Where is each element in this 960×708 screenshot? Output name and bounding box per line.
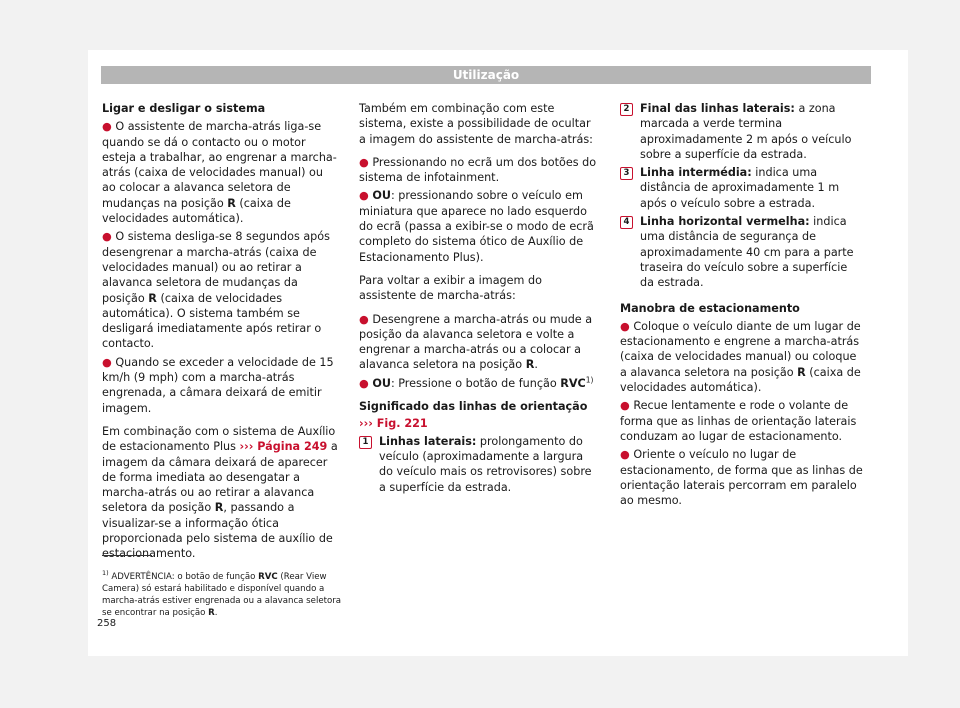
heading-ligar-desligar: Ligar e desligar o sistema xyxy=(102,102,266,115)
intro-paragraph: Também em combinação com este sistema, existe a possibilidade de ocultar a imagem do assistente de marcha-atrás: xyxy=(359,102,593,146)
bullet-icon: ● xyxy=(620,448,630,462)
legend-item-2: 2 Final das linhas laterais: a zona marcada a verde termina aproximadamente 2 m após o veículo sobre a superfície da estrada. xyxy=(620,101,864,162)
bullet-icon: ● xyxy=(102,355,112,369)
bullet-1: ● Coloque o veículo diante de um lugar de estacionamento e engrene a marcha-atrás (caixa de velocidades manual) ou coloque a alavanca seletora na posição R (caixa de velocidades automática). xyxy=(620,319,861,395)
legend-item-4: 4 Linha horizontal vermelha: indica uma distância de segurança de aproximadamente 40 cm para a parte traseira do veículo sobre a superfície da estrada. xyxy=(620,214,864,290)
page-number: 258 xyxy=(97,618,117,629)
column-2 xyxy=(359,101,599,498)
paragraph-plus: Em combinação com o sistema de Auxílio de estacionamento Plus ››› Página 249 a imagem da câmara deixará de aparecer de forma imediata ao desengatar a marcha-atrás ou ao retirar a alavanca seletora da posição R, passando a visualizar-se a informação ótica proporcionada pelo sistema de auxílio de estacionamento. xyxy=(102,424,338,561)
bullet-3: ● Desengrene a marcha-atrás ou mude a posição da alavanca seletora e volte a engrenar a marcha-atrás ou a colocar a alavanca seletora na posição R. xyxy=(359,312,593,372)
bullet-2: ● OU: pressionando sobre o veículo em miniatura que aparece no lado esquerdo do ecrã (passa a exibir-se o modo de ecrã completo do sistema ótico de Auxílio de Estacionamento Plus). xyxy=(359,189,594,264)
number-badge: 1 xyxy=(359,436,372,449)
number-badge: 2 xyxy=(620,103,633,116)
column-3 xyxy=(620,101,864,516)
page xyxy=(88,50,908,656)
heading-manobra: Manobra de estacionamento xyxy=(620,301,800,315)
bullet-1: ● O assistente de marcha-atrás liga-se quando se dá o contacto ou o motor esteja a trabalhar, ao engrenar a marcha-atrás (caixa de velocidades manual) ou ao colocar a alavanca seletora de mudanças na posição R (caixa de velocidades automática). xyxy=(102,120,337,226)
bullet-icon: ● xyxy=(359,376,369,390)
column-1 xyxy=(102,101,338,570)
bullet-icon: ● xyxy=(359,155,369,169)
legend-item-1: 1 Linhas laterais: prolongamento do veículo (aproximadamente a largura do veículo mais os retrovisores) sobre a superfície da estrada. xyxy=(359,434,599,495)
paragraph-voltar: Para voltar a exibir a imagem do assistente de marcha-atrás: xyxy=(359,273,542,303)
bullet-3: ● Quando se exceder a velocidade de 15 km/h (9 mph) com a marcha-atrás engrenada, a câmara deixará de emitir imagem. xyxy=(102,355,334,415)
bullet-icon: ● xyxy=(102,120,112,134)
bullet-2: ● O sistema desliga-se 8 segundos após desengrenar a marcha-atrás (caixa de velocidades manual) ou ao retirar a alavanca seletora de mudanças da posição R (caixa de velocidades automática). O sistema também se desligará imediatamente após retirar o contacto. xyxy=(102,230,330,351)
footnote-divider xyxy=(102,555,152,556)
footnote: $^{1)}$ ADVERTÊNCIA: o botão de função RVC (Rear View Camera) só estará habilitado e disponível quando a marcha-atrás estiver engrenada ou a alavanca seletora se encontrar na posição R. xyxy=(102,569,342,618)
bullet-1: ● Pressionando no ecrã um dos botões do sistema de infotainment. xyxy=(359,155,597,185)
number-badge: 4 xyxy=(620,216,633,229)
number-badge: 3 xyxy=(620,167,633,180)
bullet-icon: ● xyxy=(620,399,630,413)
bullet-icon: ● xyxy=(359,312,369,326)
section-header: Utilização xyxy=(101,66,871,84)
legend-item-3: 3 Linha intermédia: indica uma distância de aproximadamente 1 m após o veículo sobre a estrada. xyxy=(620,165,864,211)
figure-link[interactable]: ››› Fig. 221 xyxy=(359,417,428,431)
page-link[interactable]: ››› Página 249 xyxy=(239,440,328,454)
bullet-icon: ● xyxy=(359,189,369,203)
bullet-2: ● Recue lentamente e rode o volante de forma que as linhas de orientação laterais conduzam ao lugar de estacionamento. xyxy=(620,399,857,443)
bullet-3: ● Oriente o veículo no lugar de estacionamento, de forma que as linhas de orientação laterais percorram em paralelo ao mesmo. xyxy=(620,448,863,508)
bullet-icon: ● xyxy=(102,230,112,244)
bullet-icon: ● xyxy=(620,319,630,333)
heading-linhas: Significado das linhas de orientação xyxy=(359,400,588,414)
bullet-4: ● OU: Pressione o botão de função RVC$^{1)}$ xyxy=(359,375,594,390)
